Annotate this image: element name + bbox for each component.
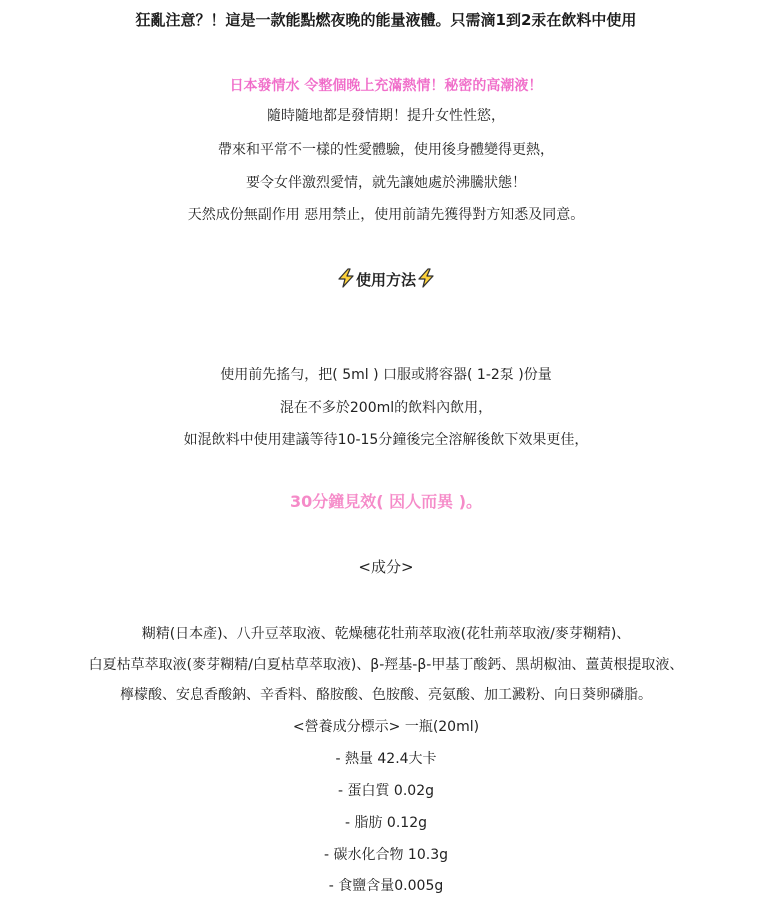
nutrition-item: - 碳水化合物 10.3g [323,847,448,863]
headline: 狂亂注意？！這是一款能點燃夜晚的能量液體。只需滴1到2汞在飲料中使用 [135,11,637,29]
effect-note: 30分鐘見效( 因人而異 )。 [289,492,483,511]
nutrition-title: <營養成分標示> 一瓶(20ml) [292,719,480,735]
ingredients-line: 白夏枯草萃取液(麥芽糊精/白夏枯草萃取液)、β-羥基-β-甲基丁酸鈣、黑胡椒油、薑黃根提取液、 [88,657,684,673]
ingredients-title: <成分> [358,558,414,576]
ingredients-line: 檸檬酸、安息香酸鈉、辛香料、酪胺酸、色胺酸、亮氨酸、加工澱粉、向日葵卵磷脂。 [120,687,652,703]
nutrition-item: - 蛋白質 0.02g [337,783,434,799]
nutrition-item: - 熱量 42.4大卡 [335,751,437,767]
nutrition-item: - 食鹽含量0.005g [328,878,444,894]
usage-title-row [0,268,772,290]
nutrition-item: - 脂肪 0.12g [344,815,427,831]
usage-line: 如混飲料中使用建議等待10-15分鐘後完全溶解後飲下效果更佳， [183,432,589,448]
intro-line: 要令女伴激烈愛情，就先讓她處於沸騰狀態！ [246,175,526,191]
usage-title: 使用方法 [355,271,416,289]
intro-line: 隨時隨地都是發情期！提升女性性慾， [267,108,505,124]
lightning-icon [336,268,356,288]
intro-line: 帶來和平常不一樣的性愛體驗，使用後身體變得更熱， [218,142,554,158]
lightning-icon [416,268,436,288]
usage-line: 使用前先搖勻，把( 5ml ) 口服或將容器( 1-2泵 )份量 [220,367,552,383]
tagline: 日本發情水 令整個晚上充滿熱情！秘密的高潮液！ [229,78,543,94]
intro-line: 天然成份無副作用 惡用禁止，使用前請先獲得對方知悉及同意。 [187,207,585,223]
usage-line: 混在不多於200ml的飲料內飲用， [279,400,493,416]
ingredients-line: 糊精(日本產)、八升豆萃取液、乾燥穗花牡荊萃取液(花牡荊萃取液/麥芽糊精)、 [141,626,631,642]
